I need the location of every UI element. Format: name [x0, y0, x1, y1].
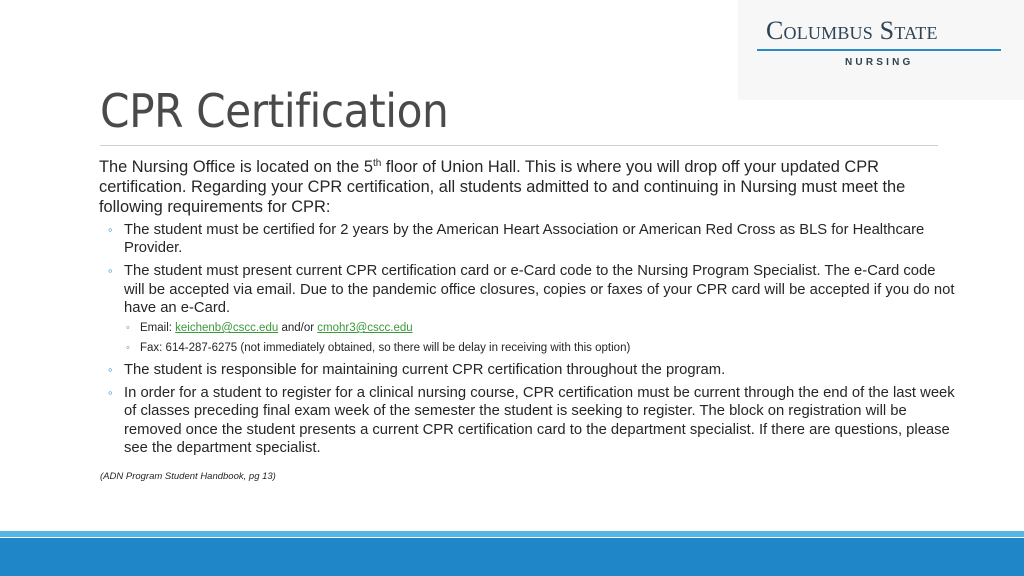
fax-item — [124, 341, 957, 356]
citation: (ADN Program Student Handbook, pg 13) — [100, 471, 276, 483]
fax-text: Fax: 614-287-6275 (not immediately obtained, so there will be delay in receiving with this option) — [140, 342, 631, 355]
list-item — [99, 361, 957, 379]
intro-paragraph — [99, 157, 957, 217]
intro-text-start: The Nursing Office is located on the 5 — [99, 158, 373, 176]
email-link-cmohr3[interactable]: cmohr3@cscc.edu — [317, 322, 413, 335]
slide-title: CPR Certification — [100, 84, 449, 138]
logo-name: Columbus State — [766, 16, 938, 45]
footer-accent-bar — [0, 531, 1024, 537]
contact-sublist — [124, 321, 957, 356]
slide-body — [99, 157, 957, 482]
bullet-text: The student must be certified for 2 years by the American Heart Association or American Red Cross as BLS for Healthcare Provider. — [124, 222, 925, 257]
email-label: Email: — [140, 322, 176, 335]
email-item — [124, 321, 957, 336]
list-item — [99, 384, 957, 457]
intro-text-end: floor of Union Hall. This is where you will drop off your updated CPR certification. Regarding your CPR certification, all students admitted to and continuing in Nursing must meet the following requirements for CPR: — [99, 158, 906, 216]
title-divider — [100, 145, 938, 146]
email-join: and/or — [278, 322, 318, 335]
email-link-keichenb[interactable]: keichenb@cscc.edu — [175, 322, 279, 335]
requirements-list — [99, 221, 957, 457]
intro-superscript: th — [372, 158, 382, 169]
list-item — [99, 262, 957, 356]
logo-subtitle: NURSING — [845, 57, 914, 68]
logo-rule — [757, 49, 1001, 51]
bullet-text: The student must present current CPR certification card or e-Card code to the Nursing Program Specialist. The e-Card code will be accepted via email. Due to the pandemic office closures, copies or faxes of your CPR card will be accepted if you do not have an e-Card. — [124, 263, 955, 316]
bullet-text: In order for a student to register for a clinical nursing course, CPR certification must be current through the end of the last week of classes preceding final exam week of the semester the student is seeking to register. The block on registration will be removed once the student presents a current CPR certification card to the department specialist. If there are questions, please see the department specialist. — [124, 385, 955, 456]
footer-bar — [0, 538, 1024, 576]
list-item — [99, 221, 957, 257]
bullet-text: The student is responsible for maintaining current CPR certification throughout the program. — [124, 362, 726, 379]
